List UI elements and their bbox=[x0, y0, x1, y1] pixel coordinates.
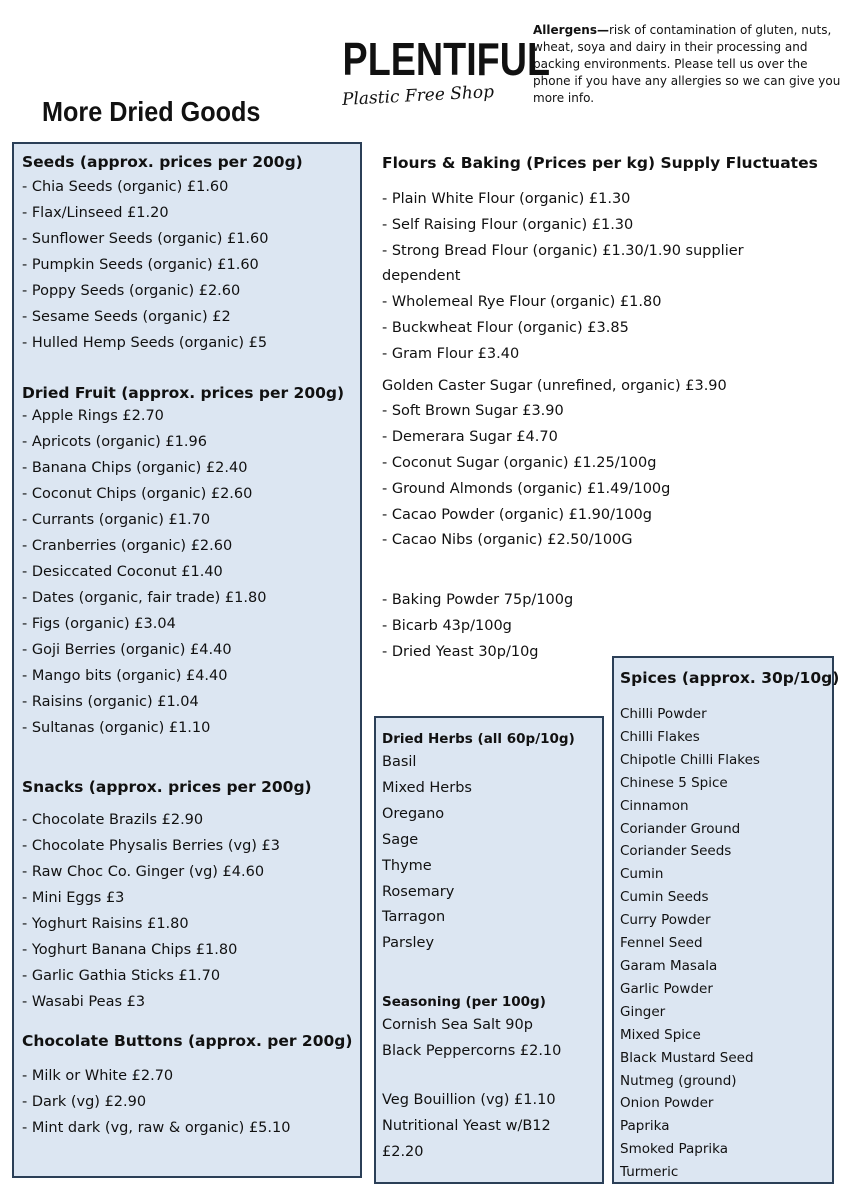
list-item: - Cacao Powder (organic) £1.90/100g bbox=[382, 506, 652, 523]
herbs-seasoning-box bbox=[374, 716, 604, 1184]
list-item: Chilli Flakes bbox=[620, 728, 700, 745]
list-item: - Figs (organic) £3.04 bbox=[22, 616, 176, 632]
logo-name: PLENTIFUL bbox=[342, 33, 551, 85]
list-item: - Mini Eggs £3 bbox=[22, 890, 125, 906]
list-item: Black Mustard Seed bbox=[620, 1049, 754, 1066]
list-item: - Garlic Gathia Sticks £1.70 bbox=[22, 968, 221, 984]
list-item: - Milk or White £2.70 bbox=[22, 1068, 174, 1084]
list-item: - Plain White Flour (organic) £1.30 bbox=[382, 191, 631, 207]
list-item: Coriander Seeds bbox=[620, 843, 732, 860]
list-item: Onion Powder bbox=[620, 1095, 714, 1112]
list-item: - Self Raising Flour (organic) £1.30 bbox=[382, 216, 634, 233]
sugars-list bbox=[382, 399, 812, 554]
list-item: Cornish Sea Salt 90p bbox=[382, 1017, 533, 1034]
list-item: - Currants (organic) £1.70 bbox=[22, 512, 211, 528]
seeds-title: Seeds (approx. prices per 200g) bbox=[22, 153, 303, 171]
baking-list bbox=[382, 588, 812, 665]
list-item: Oregano bbox=[382, 805, 445, 822]
list-item: - Ground Almonds (organic) £1.49/100g bbox=[382, 480, 671, 497]
list-item: - Sesame Seeds (organic) £2 bbox=[22, 309, 231, 325]
allergens-label: Allergens— bbox=[533, 23, 609, 37]
list-item: Mixed Herbs bbox=[382, 779, 472, 796]
list-item: Garam Masala bbox=[620, 957, 718, 974]
list-item: - Sultanas (organic) £1.10 bbox=[22, 720, 211, 736]
list-item: - Dark (vg) £2.90 bbox=[22, 1094, 147, 1110]
list-item: - Hulled Hemp Seeds (organic) £5 bbox=[22, 335, 268, 351]
list-item: Garlic Powder bbox=[620, 980, 713, 997]
list-item: Turmeric bbox=[620, 1164, 679, 1181]
allergens-notice bbox=[533, 22, 843, 107]
list-item: - Poppy Seeds (organic) £2.60 bbox=[22, 283, 241, 299]
list-item: - Dates (organic, fair trade) £1.80 bbox=[22, 590, 267, 606]
list-item: Sage bbox=[382, 831, 419, 848]
list-item: - Banana Chips (organic) £2.40 bbox=[22, 460, 248, 476]
logo-tagline: Plastic Free Shop bbox=[341, 82, 495, 110]
list-item: - Baking Powder 75p/100g bbox=[382, 592, 574, 609]
list-item: Rosemary bbox=[382, 883, 455, 900]
list-item: Mixed Spice bbox=[620, 1026, 701, 1043]
list-item: Thyme bbox=[382, 857, 432, 874]
chocolate-buttons-title: Chocolate Buttons (approx. per 200g) bbox=[22, 1032, 353, 1050]
list-item: - Apricots (organic) £1.96 bbox=[22, 434, 207, 450]
list-item: - Desiccated Coconut £1.40 bbox=[22, 564, 223, 580]
list-item: - Wasabi Peas £3 bbox=[22, 994, 146, 1010]
list-item: - Wholemeal Rye Flour (organic) £1.80 bbox=[382, 294, 662, 311]
list-item: - Chocolate Physalis Berries (vg) £3 bbox=[22, 838, 280, 854]
list-item: - Cranberries (organic) £2.60 bbox=[22, 538, 233, 554]
list-item: - Mango bits (organic) £4.40 bbox=[22, 668, 228, 684]
chocolate-buttons-list bbox=[22, 1063, 360, 1141]
dried-fruit-title: Dried Fruit (approx. prices per 200g) bbox=[22, 384, 345, 402]
list-item: - Dried Yeast 30p/10g bbox=[382, 643, 539, 660]
list-item: - Raw Choc Co. Ginger (vg) £4.60 bbox=[22, 864, 265, 880]
seasoning-list-2 bbox=[382, 1088, 602, 1166]
flours-list bbox=[382, 187, 812, 368]
list-item: - Chia Seeds (organic) £1.60 bbox=[22, 179, 229, 195]
list-item: - Demerara Sugar £4.70 bbox=[382, 429, 558, 446]
herbs-title: Dried Herbs (all 60p/10g) bbox=[382, 731, 575, 747]
flours-baking-column bbox=[382, 153, 818, 666]
list-item: - Raisins (organic) £1.04 bbox=[22, 694, 199, 710]
allergens-text: risk of contamination of gluten, nuts, wheat, soya and dairy in their processing and packing environments. Please tell us over the phone if you have any allergies so we can give you more info. bbox=[533, 23, 841, 105]
list-item: Tarragon bbox=[382, 909, 446, 926]
list-item: Nutritional Yeast w/B12 bbox=[382, 1117, 551, 1134]
list-item: Ginger bbox=[620, 1003, 666, 1020]
list-item: Cumin bbox=[620, 866, 664, 883]
list-item: Curry Powder bbox=[620, 912, 711, 929]
list-item: Cumin Seeds bbox=[620, 889, 709, 906]
list-item: - Strong Bread Flour (organic) £1.30/1.90 supplier dependent bbox=[382, 242, 744, 285]
list-item: Cinnamon bbox=[620, 797, 689, 814]
shop-logo bbox=[326, 33, 551, 110]
spices-list bbox=[620, 703, 832, 1184]
snacks-title: Snacks (approx. prices per 200g) bbox=[22, 778, 312, 796]
seeds-list bbox=[22, 174, 360, 356]
list-item: Veg Bouillion (vg) £1.10 bbox=[382, 1092, 556, 1109]
snacks-list bbox=[22, 807, 360, 1015]
list-item: - Mint dark (vg, raw & organic) £5.10 bbox=[22, 1120, 291, 1136]
spices-title: Spices (approx. 30p/10g) bbox=[620, 669, 840, 687]
spices-box bbox=[612, 656, 840, 1184]
list-item: Paprika bbox=[620, 1118, 670, 1135]
list-item: - Yoghurt Raisins £1.80 bbox=[22, 916, 189, 932]
list-item: - Coconut Chips (organic) £2.60 bbox=[22, 486, 253, 502]
list-item: - Goji Berries (organic) £4.40 bbox=[22, 642, 232, 658]
list-item: Coriander Ground bbox=[620, 820, 741, 837]
list-item: - Bicarb 43p/100g bbox=[382, 617, 512, 634]
list-item: - Coconut Sugar (organic) £1.25/100g bbox=[382, 454, 657, 471]
list-item: - Buckwheat Flour (organic) £3.85 bbox=[382, 319, 629, 336]
list-item: £2.20 bbox=[382, 1143, 424, 1160]
seasoning-list bbox=[382, 1013, 602, 1065]
seasoning-title: Seasoning (per 100g) bbox=[382, 994, 546, 1011]
list-item: Chinese 5 Spice bbox=[620, 774, 728, 791]
page-title: More Dried Goods bbox=[42, 96, 261, 127]
list-item: Parsley bbox=[382, 935, 435, 952]
list-item: Nutmeg (ground) bbox=[620, 1072, 737, 1089]
flours-title: Flours & Baking (Prices per kg) Supply Fluctuates bbox=[382, 154, 818, 172]
list-item: Chilli Powder bbox=[620, 706, 707, 722]
list-item: - Sunflower Seeds (organic) £1.60 bbox=[22, 231, 269, 247]
list-item: Smoked Paprika bbox=[620, 1141, 729, 1158]
list-item: Black Peppercorns £2.10 bbox=[382, 1043, 562, 1060]
list-item: - Pumpkin Seeds (organic) £1.60 bbox=[22, 257, 259, 273]
herbs-list bbox=[382, 750, 602, 957]
list-item: - Soft Brown Sugar £3.90 bbox=[382, 403, 564, 420]
list-item: Chipotle Chilli Flakes bbox=[620, 751, 760, 768]
dried-fruit-list bbox=[22, 403, 360, 741]
list-item: - Yoghurt Banana Chips £1.80 bbox=[22, 942, 238, 958]
list-item: - Flax/Linseed £1.20 bbox=[22, 205, 169, 221]
list-item: - Apple Rings £2.70 bbox=[22, 408, 164, 424]
list-item: - Gram Flour £3.40 bbox=[382, 345, 520, 362]
list-item: - Chocolate Brazils £2.90 bbox=[22, 812, 204, 828]
list-item: - Cacao Nibs (organic) £2.50/100G bbox=[382, 532, 633, 549]
left-price-box bbox=[12, 142, 362, 1178]
list-item: Fennel Seed bbox=[620, 935, 703, 952]
list-item: Basil bbox=[382, 754, 417, 770]
sugars-title: Golden Caster Sugar (unrefined, organic) £3.90 bbox=[382, 377, 727, 394]
